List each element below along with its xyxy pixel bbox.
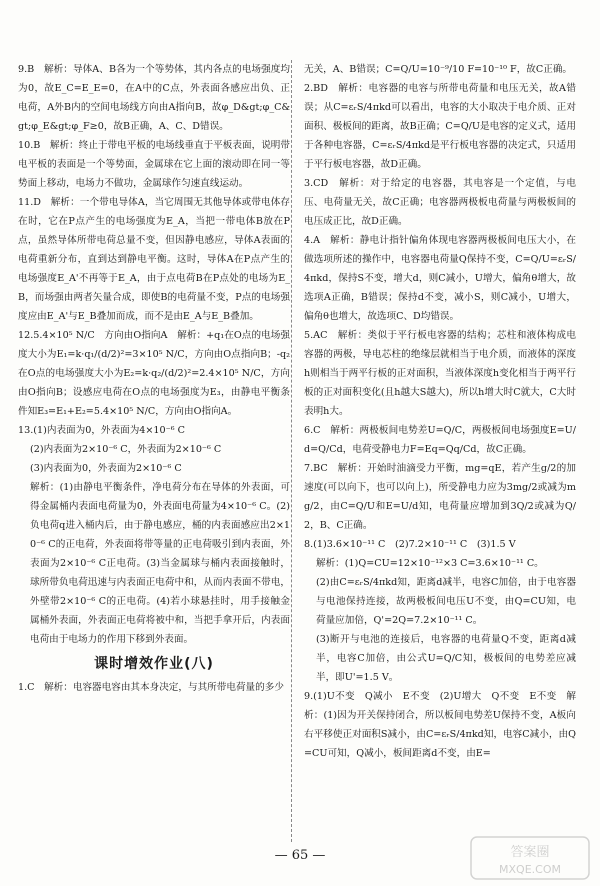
left-column bbox=[18, 60, 290, 697]
answer-paragraph: 2.BD 解析：电容器的电容与所带电荷量和电压无关，故A错误；从C=εᵣS/4πkd可以看出，电容的大小取决于电介质、正对面积、极板间的距离，故B正确；C=Q/U是电容的定义式，适用于各种电容器，C=εᵣS/4πkd是平行板电容器的决定式，只适用于平行板电容器，故D正确。 bbox=[304, 83, 576, 170]
answer-paragraph: 6.C 解析：两极板间电势差U=Q/C，两极板间电场强度E=U/d=Q/Cd，电荷受静电力F=Eq=Qq/Cd，故C正确。 bbox=[304, 425, 576, 455]
answer-paragraph: 10.B 解析：终止于带电平板的电场线垂直于平板表面，说明带电平板的表面是一个等势面，金属球在它上面的滚动即在同一等势面上移动，电场力不做功，金属球作匀速直线运动。 bbox=[18, 140, 290, 189]
answer-paragraph: 1.C 解析：电容器电容由其本身决定，与其所带电荷量的多少 bbox=[18, 682, 284, 693]
answer-paragraph: 解析：(1)Q=CU=12×10⁻¹²×3 C=3.6×10⁻¹¹ C。 bbox=[316, 558, 544, 569]
section-heading: 课时增效作业(八) bbox=[94, 656, 214, 672]
answer-paragraph: 12.5.4×10⁵ N/C 方向由O指向A 解析：+q₁在O点的电场强度大小为E₁=k·q₁/(d/2)²=3×10⁵ N/C，方向由O点指向B；-q₂在O点的电场强度大小为E₂=k·q₂/(d/2)²=2.4×10⁵ N/C，方向由O指向B；设感应电荷在O点的电场强度为E₃，由静电平衡条件知E₃=E₁+E₂=5.4×10⁵ N/C，方向由O指向A。 bbox=[18, 330, 290, 417]
answer-paragraph: (2)内表面为2×10⁻⁶ C，外表面为2×10⁻⁶ C bbox=[30, 444, 222, 455]
right-column bbox=[304, 60, 576, 763]
answer-paragraph: 11.D 解析：一个带电导体A，当它周围无其他导体或带电体存在时，它在P点产生的电场强度为E_A，当把一带电体B放在P点，虽然导体所带电荷总量不变，但因静电感应，导体A表面的电荷重新分布，直到达到静电平衡。这时，导体A在P点产生的电场强度E_A'不再等于E_A，由于点电荷B在P点处的电场为E_B，而场强由两者矢量合成，即使B的电荷量不变，P点的电场强度应由E_A'与E_B叠加而成，而不是由E_A与E_B叠加。 bbox=[18, 197, 290, 322]
answer-paragraph: (3)断开与电池的连接后，电容器的电荷量Q不变，距离d减半，电容C加倍，由公式U=Q/C知，极板间的电势差应减半，即U'=1.5 V。 bbox=[316, 634, 576, 683]
watermark-logo bbox=[470, 836, 590, 880]
answer-paragraph: 3.CD 解析：对于给定的电容器，其电容是一个定值，与电压、电荷量无关，故C正确；电容器两极板电荷量与两极板间的电压成正比，故D正确。 bbox=[304, 178, 576, 227]
answer-paragraph: 13.(1)内表面为0，外表面为4×10⁻⁶ C bbox=[18, 425, 185, 436]
answer-paragraph: (2)由C=εᵣS/4πkd知，距离d减半，电容C加倍，由于电容器与电池保持连接，故两极板间电压U不变，由Q=CU知，电荷量应加倍，Q'=2Q=7.2×10⁻¹¹ C。 bbox=[316, 577, 576, 626]
answer-paragraph: 解析：(1)由静电平衡条件，净电荷分布在导体的外表面，可得金属桶内表面电荷量为0，外表面电荷量为4×10⁻⁶ C。(2)负电荷q进入桶内后，由于静电感应，桶的内表面感应出2×10⁻⁶ C的正电荷，外表面将带等量的正电荷吸引到内表面，外表面为2×10⁻⁶ C正电荷。(3)当金属球与桶内表面接触时，球所带负电荷迅速与内表面正电荷中和，从而内表面不带电，外壁带2×10⁻⁶ C的正电荷。(4)若小球悬挂时，用手接触金属桶外表面，外表面正电荷将被中和，当把手拿开后，内表面电荷由于电场力的作用下移到外表面。 bbox=[30, 482, 290, 645]
answer-paragraph: 9.(1)U不变 Q减小 E不变 (2)U增大 Q不变 E不变 解析：(1)因为开关保持闭合，所以板间电势差U保持不变，A板向右平移使正对面积S减小，由C=εᵣS/4πkd知，电容C减小，由Q=CU可知，Q减小，板间距离d不变，由E= bbox=[304, 691, 576, 759]
svg-text:MXQE.COM: MXQE.COM bbox=[499, 863, 561, 876]
answer-paragraph: 7.BC 解析：开始时油滴受力平衡，mg=qE，若产生g/2的加速度(可以向下，也可以向上)，所受静电力应为3mg/2或减为mg/2，由C=Q/U和E=U/d知，电荷量应增加到3Q/2或减为Q/2，B、C正确。 bbox=[304, 463, 576, 531]
column-divider bbox=[291, 60, 292, 842]
answer-paragraph: 无关，A、B错误；C=Q/U=10⁻⁹/10 F=10⁻¹⁰ F，故C正确。 bbox=[304, 64, 573, 75]
answer-paragraph: 8.(1)3.6×10⁻¹¹ C (2)7.2×10⁻¹¹ C (3)1.5 V bbox=[304, 539, 516, 550]
answer-paragraph: 5.AC 解析：类似于平行板电容器的结构；芯柱和液体构成电容器的两极，导电芯柱的绝缘层就相当于电介质，而液体的深度h则相当于两平行板的正对面积，当液体深度h变化相当于两平行板的正对面积变化(且h越大S越大)，所以h增大时C就大，C大时表明h大。 bbox=[304, 330, 576, 417]
answer-paragraph: 4.A 解析：静电计指针偏角体现电容器两极板间电压大小，在做选项所述的操作中，电容器电荷量Q保持不变，C=Q/U=εᵣS/4πkd，保持S不变，增大d，则C减小，U增大，偏角θ增大，故选项A正确，B错误；保持d不变，减小S，则C减小，U增大，偏角θ也增大，故选项C、D均错误。 bbox=[304, 235, 576, 322]
answer-paragraph: 9.B 解析：导体A、B各为一个等势体，其内各点的电场强度均为0，故E_C=E_E=0，在A中的C点，外表面各感应出负、正电荷，A外B内的空间电场线方向由A指向B，故φ_D&gt;φ_C&gt;φ_E&gt;φ_F≥0，故B正确，A、C、D错误。 bbox=[18, 64, 290, 132]
page-number: — 65 — bbox=[274, 848, 326, 863]
answer-paragraph: (3)内表面为0，外表面为2×10⁻⁶ C bbox=[30, 463, 182, 474]
svg-text:答案圈: 答案圈 bbox=[510, 845, 550, 860]
